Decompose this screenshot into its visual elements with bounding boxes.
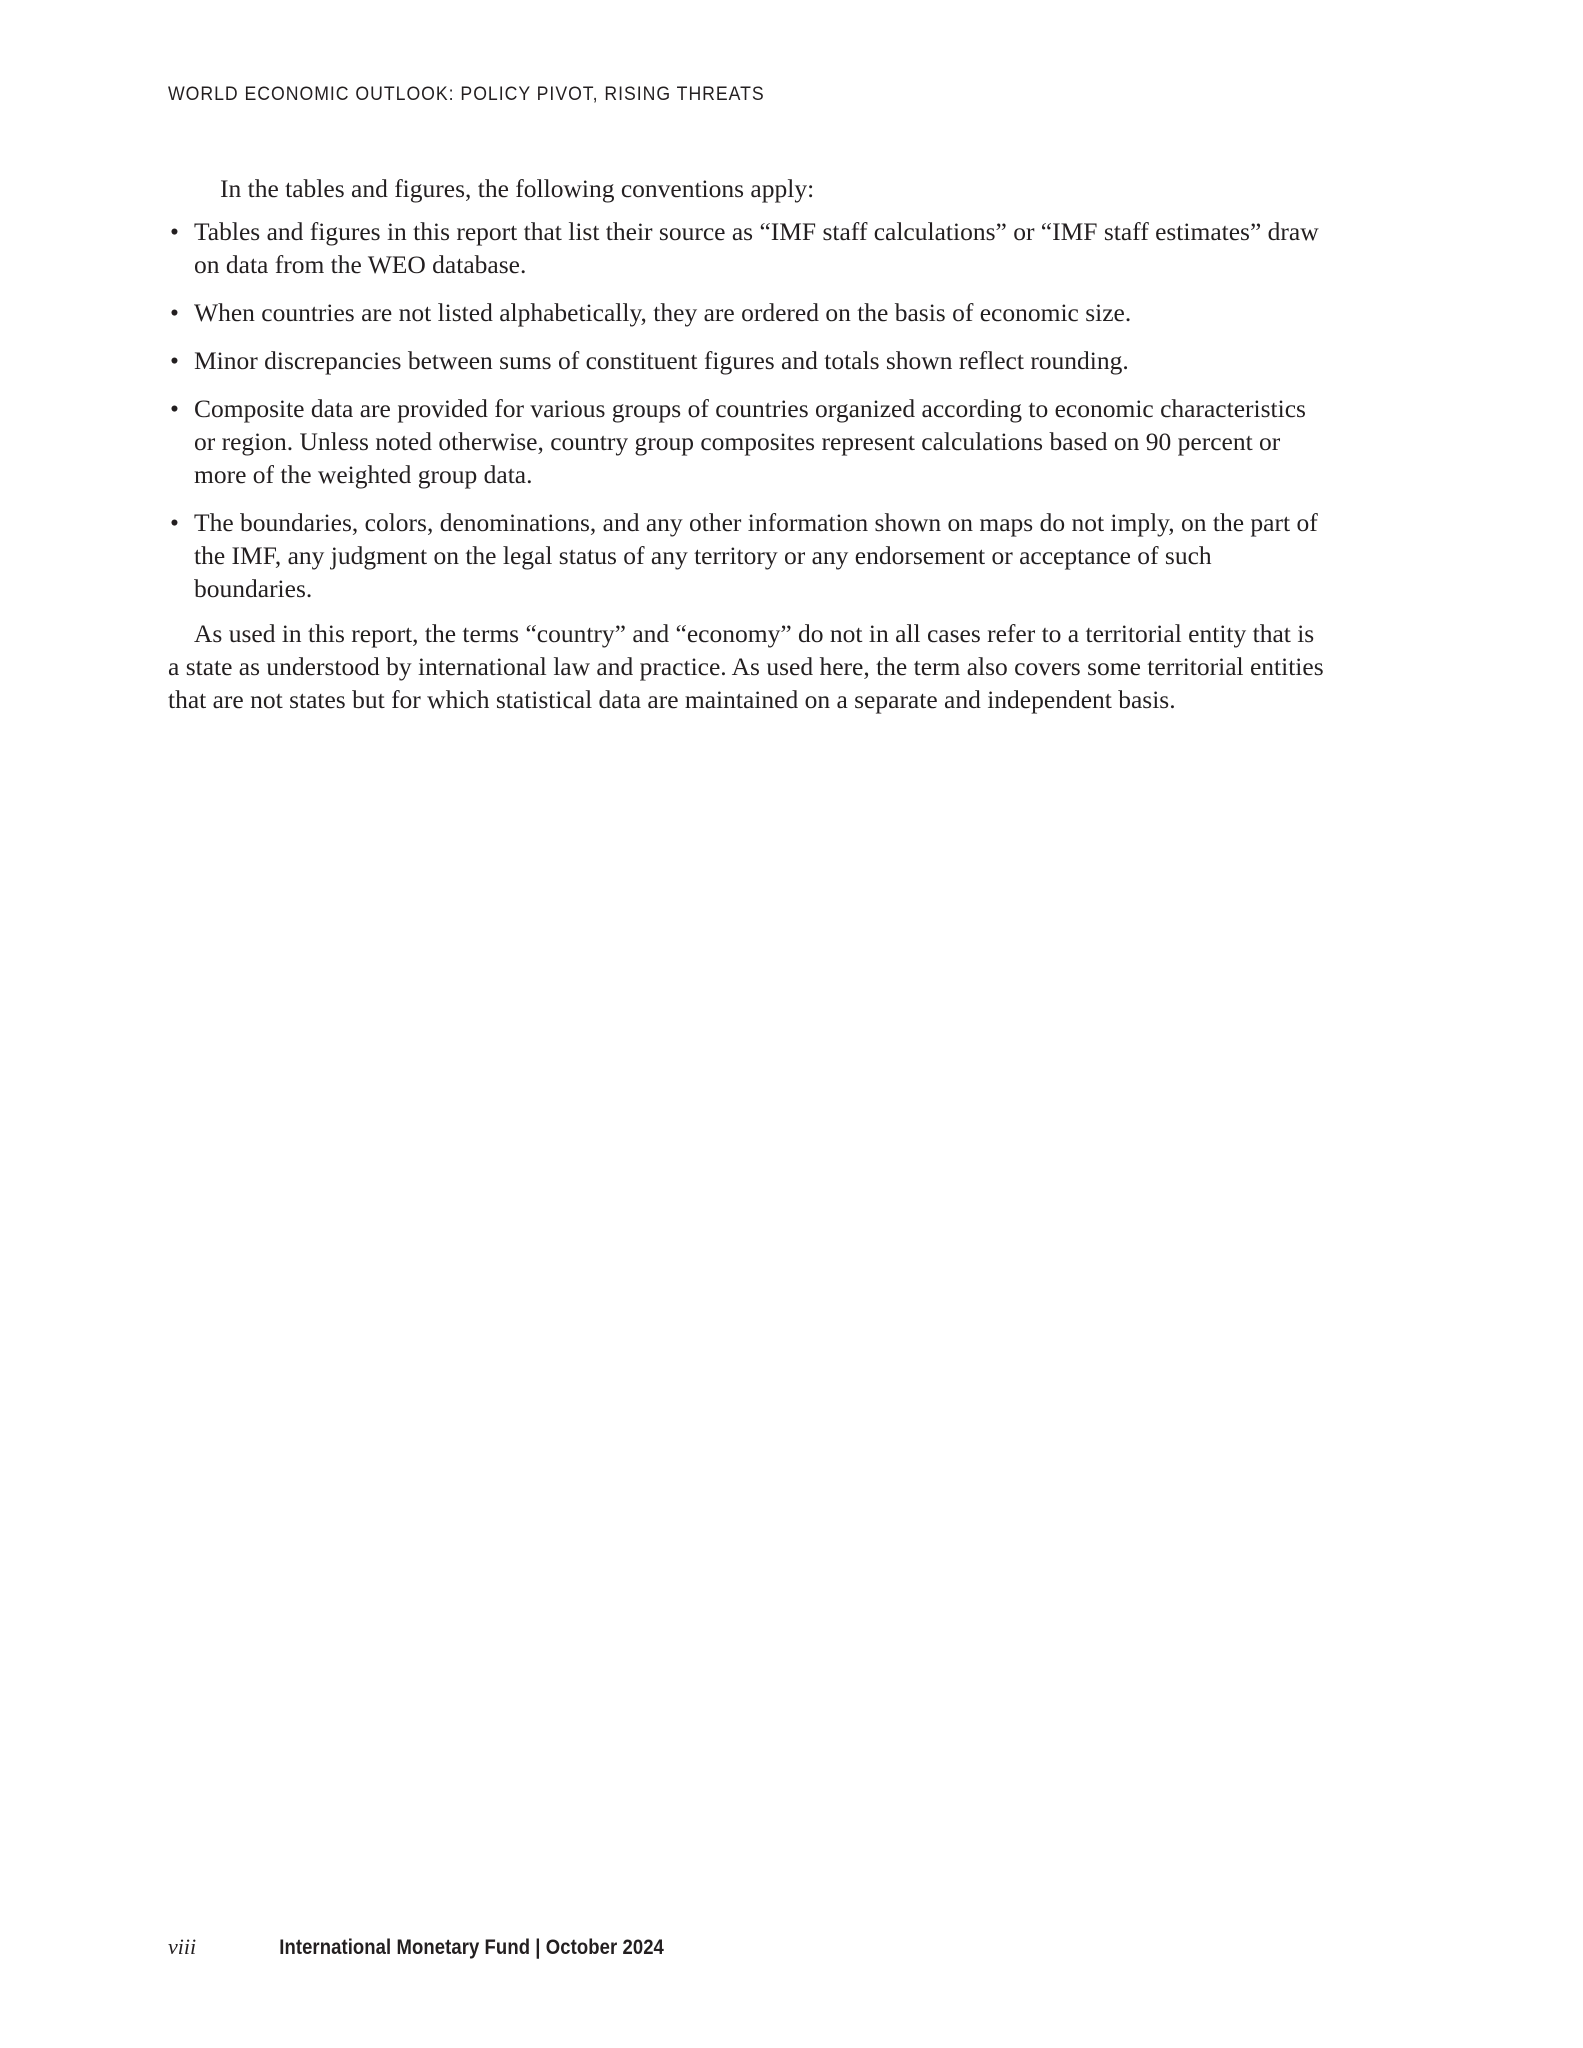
page-content [168,172,1328,716]
footer-imprint: International Monetary Fund | October 2024 [279,1936,664,1959]
list-item-text: Minor discrepancies between sums of constituent figures and totals shown reflect rounding. [194,346,1129,375]
lead-paragraph: In the tables and figures, the following conventions apply: [220,174,815,203]
list-item [168,215,1328,281]
list-item-text: When countries are not listed alphabetically, they are ordered on the basis of economic size. [194,298,1132,327]
list-item [168,506,1328,605]
bullet-icon: • [170,394,179,423]
list-item [168,392,1328,491]
page-footer [168,1934,690,1960]
running-header: WORLD ECONOMIC OUTLOOK: POLICY PIVOT, RISING THREATS [168,84,765,105]
page-number: viii [168,1934,197,1959]
bullet-icon: • [170,217,179,246]
closing-paragraph: As used in this report, the terms “country” and “economy” do not in all cases refer to a territorial entity that is a state as understood by international law and practice. As used here, the term also covers some territorial entities that are not states but for which statistical data are maintained on a separate and independent basis. [168,619,1324,714]
list-item-text: The boundaries, colors, denominations, and any other information shown on maps do not imply, on the part of the IMF, any judgment on the legal status of any territory or any endorsement or acceptance of such boundaries. [194,508,1318,603]
bullet-icon: • [170,298,179,327]
list-item [168,296,1328,329]
list-item [168,344,1328,377]
bullet-icon: • [170,508,179,537]
list-item-text: Composite data are provided for various groups of countries organized according to economic characteristics or region. Unless noted otherwise, country group composites represent calculations based on 90 percent or more of the weighted group data. [194,394,1306,489]
conventions-list [168,215,1328,605]
bullet-icon: • [170,346,179,375]
list-item-text: Tables and figures in this report that list their source as “IMF staff calculations” or “IMF staff estimates” draw on data from the WEO database. [194,217,1319,279]
